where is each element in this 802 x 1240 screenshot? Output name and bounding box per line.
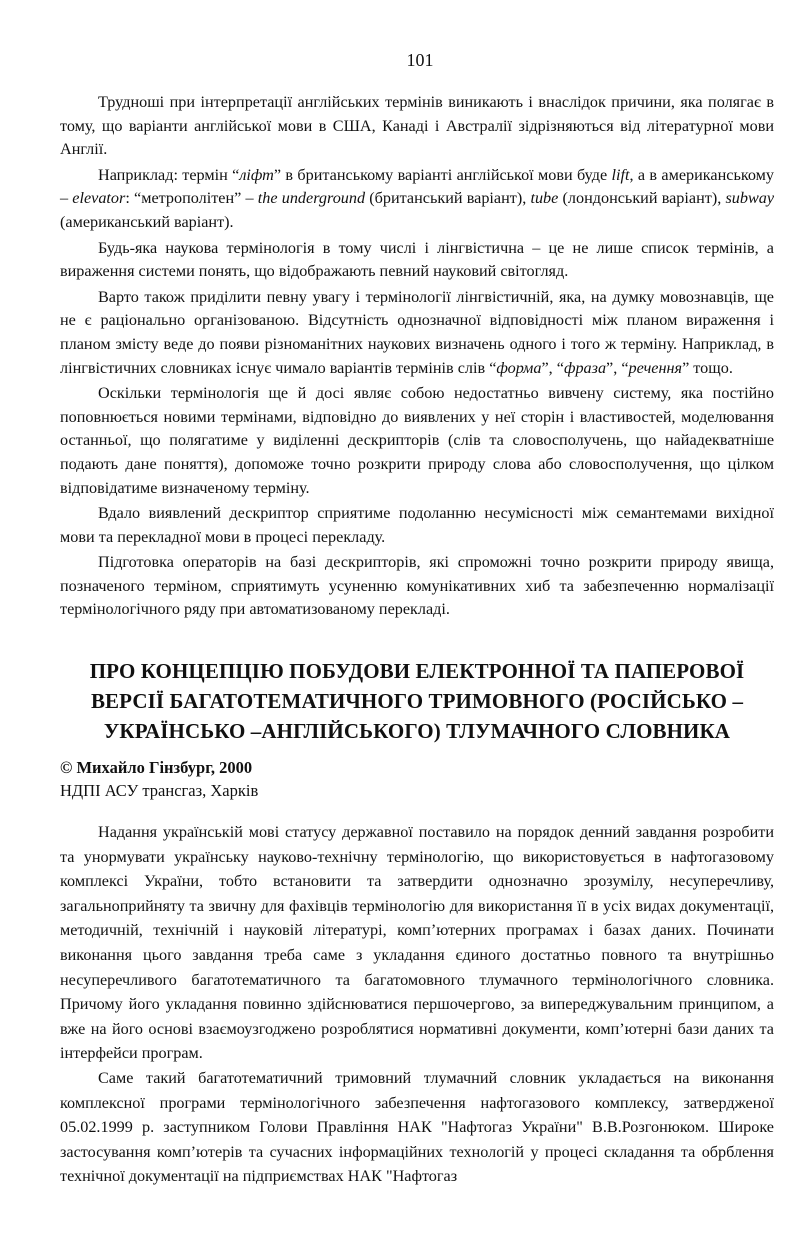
article-body (60, 820, 774, 1189)
page-number: 101 (406, 50, 434, 70)
article-title-line: ВЕРСІЇ БАГАТОТЕМАТИЧНОГО ТРИМОВНОГО (РОСІЙСЬКО – (90, 689, 744, 714)
article-author: © Михайло Гінзбург, 2000 (60, 758, 253, 778)
paragraph: Будь-яка наукова термінологія в тому числі і лінгвістична – це не лише список термінів, а вираження системи понять, що відображають певний науковий світогляд. (60, 238, 774, 281)
paragraph: Саме такий багатотематичний тримовний тлумачний словник укладається на виконання комплексної програми термінологічного забезпечення нафтогазового комплексу, затвердженої 05.02.1999 р. заступником Голови Правління НАК "Нафтогаз України" В.В.Розгонюком. Широке застосування комп’ютерів та сучасних інформаційних технологій у процесі складання та обрблення технічної документації на підприємствах НАК "Нафтогаз (60, 1069, 774, 1186)
article-title (60, 656, 774, 746)
paragraph: Трудноші при інтерпретації англійських термінів виникають і внаслідок причини, яка полягає в тому, що варіанти англійської мови в США, Канаді і Австралії зідрізняються від літературної мови Англії. (60, 93, 774, 159)
paragraph: Варто також приділити певну увагу і термінології лінгвістичній, яка, на думку мовознавців, ще не є раціонально організованою. Відсутність однозначної відповідності між планом вираження і планом змісту веде до появи різноманітних наукових визначень одного і того ж терміну. Наприклад, в лінгвістичних словниках існує чимало варіантів термінів слів “форма”, “фраза”, “речення” тощо. (60, 287, 774, 377)
article-title-line: ПРО КОНЦЕПЦІЮ ПОБУДОВИ ЕЛЕКТРОННОЇ ТА ПАПЕРОВОЇ (89, 659, 745, 684)
paragraph: Надання українській мові статусу державної поставило на порядок денний завдання розробити та унормувати українську науково-технічну термінологію, що використовується в нафтогазовому комплексі України, тобто встановити та затвердити однозначно зрозумілу, несуперечливу, загальноприйняту та звичну для фахівців термінологію для використання її в усіх видах документації, методичній, технічній і науковій літературі, комп’ютерних програмах і базах даних. Починати виконання цього завдання треба саме з укладання єдиного достатньо повного та внутрішньо несуперечливого багатотематичного та багатомовного тлумачного термінологічного словника. Причому його укладання повинно здійснюватися першочергово, за випереджувальним принципом, а вже на його основі взаємоузгоджено розроблятися нормативні документи, комп’ютерні бази даних та інтерфейси програм. (60, 823, 774, 1063)
article-title-line: УКРАЇНСЬКО –АНГЛІЙСЬКОГО) ТЛУМАЧНОГО СЛОВНИКА (103, 719, 731, 744)
paragraph: Підготовка операторів на базі дескрипторів, які спроможні точно розкрити природу явища, позначеного терміном, сприятимуть усуненню комунікативних хиб та забезпеченню нормалізації термінологічного ряду при автоматизованому перекладі. (60, 553, 774, 619)
paragraph: Наприклад: термін “ліфт” в британському варіанті англійської мови буде lift, а в американському – elevator: “метрополітен” – the underground (британський варіант), tube (лондонський варіант), subway (американський варіант). (60, 165, 775, 231)
article-affiliation: НДПІ АСУ трансгаз, Харків (60, 781, 259, 801)
paragraph: Оскільки термінологія ще й досі являє собою недостатньо вивчену систему, яка постійно поповнюється новими термінами, відповідно до виявлених у неї сторін і властивостей, моделювання останньої, що полягатиме у виділенні дескрипторів (слів та словосполучень, що найадекватніше подають дане поняття), допоможе точно розкрити природу слова або словосполучення, що цілком відповідатиме визначеному терміну. (60, 384, 774, 497)
paragraph: Вдало виявлений дескриптор сприятиме подоланню несумісності між семантемами вихідної мови та перекладної мови в процесі перекладу. (60, 504, 774, 546)
